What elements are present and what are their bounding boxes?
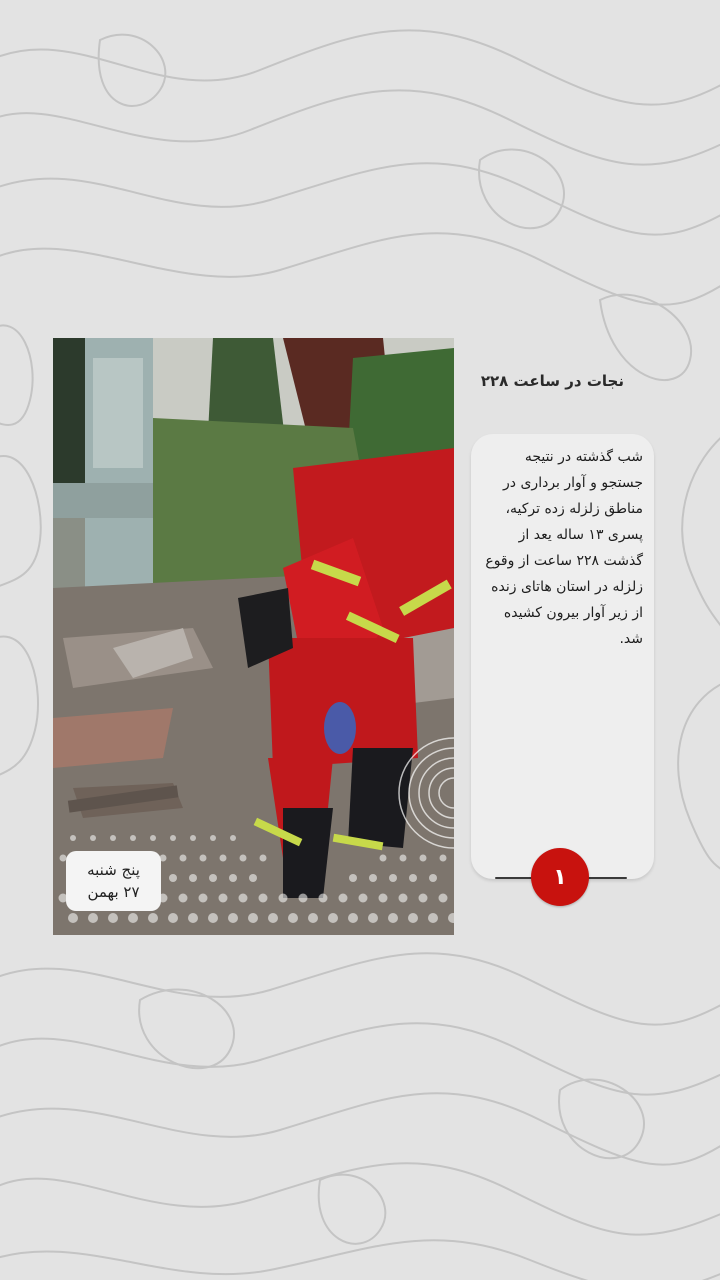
date-month: ۲۷ بهمن (87, 883, 140, 901)
post-body: شب گذشته در نتیجه جستجو و آوار برداری در مناطق زلزله زده ترکیه، پسری ۱۳ ساله یعد از گذشت ۲۲۸ ساعت از وقوع زلزله در استان هاتای زنده از زیر آوار بیرون کشیده شد. (485, 449, 643, 647)
text-card (471, 434, 654, 879)
page-number-badge: ۱ (531, 848, 589, 906)
date-badge (66, 851, 161, 911)
date-day: پنج شنبه (87, 861, 140, 879)
rescue-worker-photo-illustration (53, 338, 454, 935)
post-headline: نجات در ساعت ۲۲۸ (480, 372, 624, 390)
rescue-photo (53, 338, 454, 935)
